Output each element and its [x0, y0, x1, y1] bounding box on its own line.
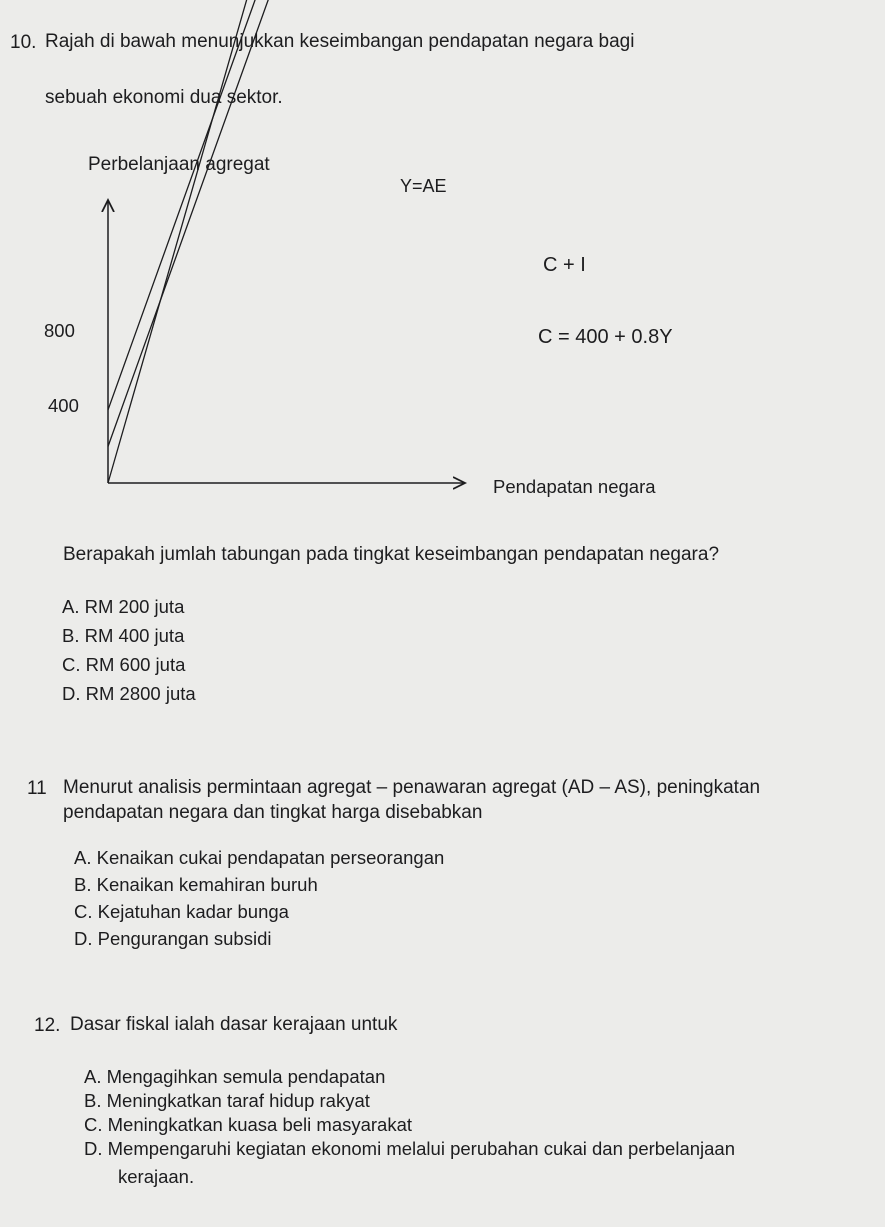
question-11-number: 11 [27, 778, 47, 799]
question-12-text: Dasar fiskal ialah dasar kerajaan untuk [70, 1014, 398, 1035]
question-12-option-d[interactable]: D. Mempengaruhi kegiatan ekonomi melalui perubahan cukai dan perbelanjaan [84, 1138, 736, 1159]
series-label-c-plus-i: C + I [543, 254, 586, 276]
question-11-option-c[interactable]: C. Kejatuhan kadar bunga [74, 901, 289, 922]
question-11-option-d[interactable]: D. Pengurangan subsidi [74, 928, 272, 949]
question-11-text-line1: Menurut analisis permintaan agregat – penawaran agregat (AD – AS), peningkatan [63, 777, 761, 798]
y-tick-800: 800 [44, 320, 75, 341]
x-axis-label: Pendapatan negara [493, 476, 656, 497]
series-label-y-ae: Y=AE [400, 176, 447, 196]
question-10-number: 10. [10, 32, 37, 53]
series-line-y-ae [108, 0, 391, 483]
y-tick-400: 400 [48, 395, 79, 416]
question-11-option-a[interactable]: A. Kenaikan cukai pendapatan perseorangan [74, 847, 445, 868]
question-10-option-c[interactable]: C. RM 600 juta [62, 654, 186, 675]
question-12-option-a[interactable]: A. Mengagihkan semula pendapatan [84, 1066, 386, 1087]
series-label-consumption: C = 400 + 0.8Y [538, 326, 673, 348]
question-11-text-line2: pendapatan negara dan tingkat harga disebabkan [63, 802, 483, 823]
question-10-prompt: Berapakah jumlah tabungan pada tingkat keseimbangan pendapatan negara? [63, 544, 720, 565]
question-12-option-d-continued: kerajaan. [118, 1166, 195, 1187]
question-10-option-a[interactable]: A. RM 200 juta [62, 596, 185, 617]
question-12-option-b[interactable]: B. Meningkatkan taraf hidup rakyat [84, 1090, 370, 1111]
question-10-text-line1: Rajah di bawah menunjukkan keseimbangan pendapatan negara bagi [45, 31, 635, 52]
series-line-c-plus-i [108, 0, 522, 410]
question-10-option-d[interactable]: D. RM 2800 juta [62, 683, 196, 704]
question-12-option-c[interactable]: C. Meningkatkan kuasa beli masyarakat [84, 1114, 413, 1135]
question-12-number: 12. [34, 1015, 61, 1036]
y-axis-label: Perbelanjaan agregat [88, 154, 270, 175]
series-line-consumption [108, 0, 522, 446]
question-10-text-line2: sebuah ekonomi dua sektor. [45, 87, 283, 108]
question-10-option-b[interactable]: B. RM 400 juta [62, 625, 185, 646]
question-11-option-b[interactable]: B. Kenaikan kemahiran buruh [74, 874, 318, 895]
income-equilibrium-chart [0, 140, 885, 520]
